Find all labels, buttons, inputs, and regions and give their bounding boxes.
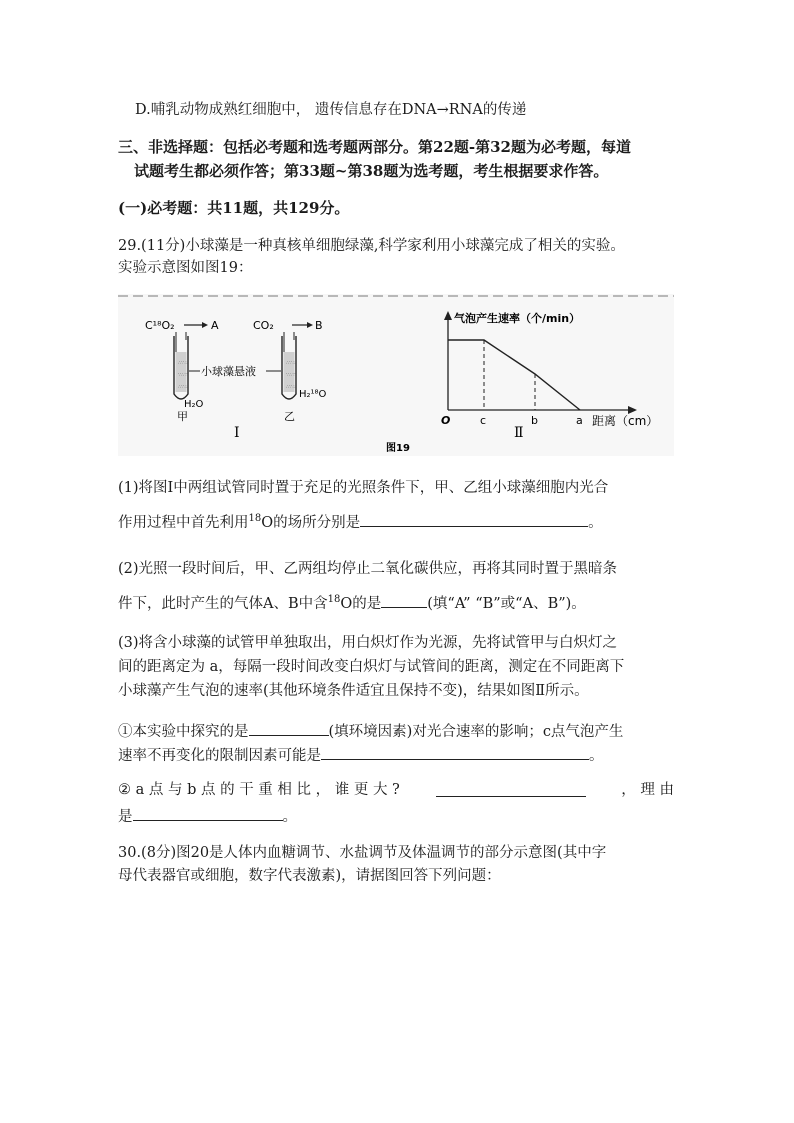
tube-yi-gas-in: CO₂ [253,319,274,332]
q1-line2-mid: O的场所分别是 [261,515,361,531]
q3-2-line2-pre: 是 [118,809,133,825]
q2-line2-pre: 件下，此时产生的气体A、B中含 [118,596,328,612]
figure-19 [118,294,674,456]
q29-line2: 实验示意图如图19： [118,260,253,276]
q2-line2 [118,591,586,614]
q2-isotope-mass: 18 [327,594,341,605]
q3-2-reason-blank[interactable] [133,804,283,821]
q3-1-factor-blank[interactable] [249,719,329,736]
svg-text:∴∵∴: ∴∵∴ [286,384,296,390]
section3-heading-line2: 试题考生都必须作答；第33题~第38题为选考题，考生根据要求作答。 [134,162,609,180]
tube-jia-gas-in: C¹⁸O₂ [145,319,175,332]
tick-b: b [531,414,538,427]
q2-answer-blank[interactable] [381,591,427,608]
q3-1-line1-pre: ①本实验中探究的是 [118,724,249,740]
q1-answer-blank[interactable] [360,510,588,527]
q30-line2: 母代表器官或细胞，数字代表激素)，请据图回答下列问题： [118,868,501,884]
svg-text:∴∵∴: ∴∵∴ [178,384,188,390]
q3-2-line1-end: ， 理 由 [621,782,674,798]
tick-a: a [576,414,583,427]
q3-2-line1 [118,780,674,800]
svg-text:∴∵∴: ∴∵∴ [286,360,296,366]
q2-line2-end: (填“A” “B”或“A、B”)。 [427,596,586,612]
required-heading: (一)必考题：共11题，共129分。 [118,199,350,217]
q1-line2-pre: 作用过程中首先利用 [118,515,249,531]
section3-heading-line1: 三、非选择题：包括必考题和选考题两部分。第22题-第32题为必考题，每道 [118,138,631,156]
q3-2-line2-end: 。 [282,809,297,825]
q3-1-line1 [118,719,623,742]
svg-text:∵∴∵: ∵∴∵ [178,372,188,378]
q1-line1: (1)将图I中两组试管同时置于充足的光照条件下，甲、乙组小球藻细胞内光合 [118,480,609,496]
part2-label: Ⅱ [514,425,524,441]
origin-label: O [441,414,451,427]
tube-yi-name: 乙 [284,410,295,423]
q3-1-line2-end: 。 [589,748,604,764]
part1-label: Ⅰ [234,425,240,441]
q3-line2: 间的距离定为 a，每隔一段时间改变白炽灯与试管间的距离，测定在不同距离下 [118,659,625,675]
q30-line1: 30.(8分)图20是人体内血糖调节、水盐调节及体温调节的部分示意图(其中字 [118,845,607,861]
q3-1-line2-pre: 速率不再变化的限制因素可能是 [118,748,321,764]
q3-2-line2 [118,804,297,827]
tube-yi-gas-out: B [315,319,323,332]
graph-xlabel: 距离（cm） [592,414,659,428]
tube-jia-name: 甲 [177,410,188,423]
q3-2-line1-pre: ② a 点 与 b 点 的 干 重 相 比 ， 谁 更 大 ? [118,782,400,798]
q3-line3: 小球藻产生气泡的速率(其他环境条件适宜且保持不变)，结果如图Ⅱ所示。 [118,683,589,699]
svg-text:∵∴∵: ∵∴∵ [286,372,296,378]
tick-c: c [480,414,487,427]
option-d: D.哺乳动物成熟红细胞中， 遗传信息存在DNA→RNA的传递 [135,102,527,118]
tube-jia-gas-out: A [211,319,219,332]
q3-1-line2 [118,743,604,766]
tube-jia-water: H₂O [184,399,204,410]
svg-text:∴∵∴: ∴∵∴ [178,360,188,366]
q1-line2 [118,510,603,533]
graph-ylabel: 气泡产生速率（个/min） [454,312,581,325]
q3-2-compare-blank[interactable] [436,780,586,797]
q3-1-limit-blank[interactable] [321,743,589,760]
q1-isotope-mass: 18 [248,513,262,524]
q2-line2-mid: O的是 [340,596,382,612]
tube-yi-water: H₂¹⁸O [299,389,327,400]
q1-line2-end: 。 [588,515,603,531]
q3-line1: (3)将含小球藻的试管甲单独取出，用白炽灯作为光源，先将试管甲与白炽灯之 [118,635,618,651]
q2-line1: (2)光照一段时间后，甲、乙两组均停止二氧化碳供应，再将其同时置于黑暗条 [118,561,618,577]
suspension-label: 小球藻悬液 [201,365,256,378]
q29-line1: 29.(11分)小球藻是一种真核单细胞绿藻,科学家利用小球藻完成了相关的实验。 [118,238,625,254]
q3-1-line1-end: (填环境因素)对光合速率的影响；c点气泡产生 [328,724,624,740]
figure-caption: 图19 [386,443,410,454]
